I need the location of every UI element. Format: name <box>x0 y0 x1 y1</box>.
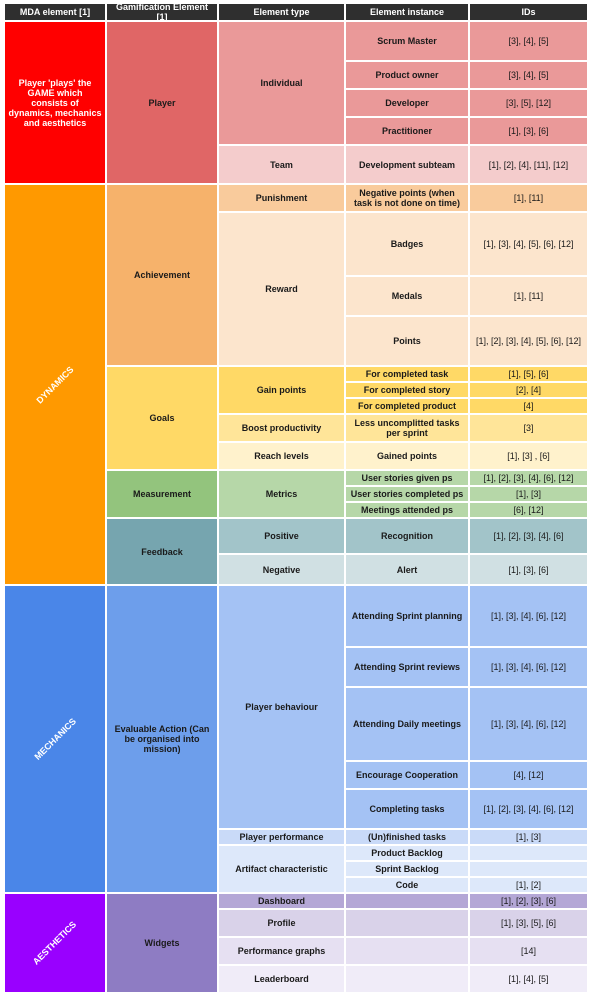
instance-product-backlog: Product Backlog <box>346 846 470 862</box>
ids-developer: [3], [5], [12] <box>470 90 589 118</box>
ids-sprint-backlog <box>470 862 589 878</box>
ge-player-cell: Player <box>107 22 219 185</box>
instance-alert: Alert <box>346 555 470 586</box>
instance-daily-meetings: Attending Daily meetings <box>346 688 470 762</box>
ge-measurement: Measurement <box>107 471 219 519</box>
type-dashboard: Dashboard <box>219 894 346 910</box>
type-punishment: Punishment <box>219 185 346 213</box>
ids-alert: [1], [3], [6] <box>470 555 589 586</box>
ids-practitioner: [1], [3], [6] <box>470 118 589 146</box>
mda-aesthetics-cell <box>5 894 107 994</box>
mda-mechanics-cell <box>5 586 107 894</box>
header-gamification-element: Gamification Element [1] <box>107 4 219 22</box>
instance-points: Points <box>346 317 470 367</box>
ge-goals: Goals <box>107 367 219 471</box>
ge-feedback: Feedback <box>107 519 219 586</box>
instance-product-owner: Product owner <box>346 62 470 90</box>
ids-encourage-cooperation: [4], [12] <box>470 762 589 790</box>
type-performance-graphs: Performance graphs <box>219 938 346 966</box>
instance-completing-tasks: Completing tasks <box>346 790 470 830</box>
instance-sprint-planning: Attending Sprint planning <box>346 586 470 648</box>
ids-less-uncompleted: [3] <box>470 415 589 443</box>
instance-scrum-master: Scrum Master <box>346 22 470 62</box>
ids-dev-subteam: [1], [2], [4], [11], [12] <box>470 146 589 185</box>
mda-mechanics-label: MECHANICS <box>32 716 78 762</box>
ids-unfinished-tasks: [1], [3] <box>470 830 589 846</box>
type-boost-productivity: Boost productivity <box>219 415 346 443</box>
instance-badges: Badges <box>346 213 470 277</box>
instance-meetings-attended: Meetings attended ps <box>346 503 470 519</box>
instance-completed-task: For completed task <box>346 367 470 383</box>
ids-stories-given: [1], [2], [3], [4], [6], [12] <box>470 471 589 487</box>
ids-completed-story: [2], [4] <box>470 383 589 399</box>
instance-practitioner: Practitioner <box>346 118 470 146</box>
type-player-performance: Player performance <box>219 830 346 846</box>
ids-meetings-attended: [6], [12] <box>470 503 589 519</box>
instance-leaderboard-empty <box>346 966 470 994</box>
instance-stories-completed: User stories completed ps <box>346 487 470 503</box>
ids-completed-product: [4] <box>470 399 589 415</box>
instance-negative-points: Negative points (when task is not done on time) <box>346 185 470 213</box>
ge-achievement: Achievement <box>107 185 219 367</box>
type-gain-points: Gain points <box>219 367 346 415</box>
instance-less-uncompleted: Less uncomplitted tasks per sprint <box>346 415 470 443</box>
ids-negative-points: [1], [11] <box>470 185 589 213</box>
instance-code: Code <box>346 878 470 894</box>
type-negative: Negative <box>219 555 346 586</box>
ids-dashboard: [1], [2], [3], [6] <box>470 894 589 910</box>
ge-widgets: Widgets <box>107 894 219 994</box>
ids-completing-tasks: [1], [2], [3], [4], [6], [12] <box>470 790 589 830</box>
ids-product-owner: [3], [4], [5] <box>470 62 589 90</box>
ids-sprint-reviews: [1], [3], [4], [6], [12] <box>470 648 589 688</box>
mda-dynamics-cell <box>5 185 107 586</box>
header-mda-element: MDA element [1] <box>5 4 107 22</box>
instance-completed-story: For completed story <box>346 383 470 399</box>
ids-profile: [1], [3], [5], [6] <box>470 910 589 938</box>
ids-medals: [1], [11] <box>470 277 589 317</box>
instance-gained-points: Gained points <box>346 443 470 471</box>
ids-points: [1], [2], [3], [4], [5], [6], [12] <box>470 317 589 367</box>
type-profile: Profile <box>219 910 346 938</box>
ids-daily-meetings: [1], [3], [4], [6], [12] <box>470 688 589 762</box>
instance-dashboard-empty <box>346 894 470 910</box>
type-team: Team <box>219 146 346 185</box>
instance-developer: Developer <box>346 90 470 118</box>
type-player-behaviour: Player behaviour <box>219 586 346 830</box>
mda-aesthetics-label: AESTHETICS <box>31 919 79 967</box>
instance-stories-given: User stories given ps <box>346 471 470 487</box>
ids-leaderboard: [1], [4], [5] <box>470 966 589 994</box>
header-element-type: Element type <box>219 4 346 22</box>
header-element-instance: Element instance <box>346 4 470 22</box>
type-reach-levels: Reach levels <box>219 443 346 471</box>
ids-stories-completed: [1], [3] <box>470 487 589 503</box>
instance-encourage-cooperation: Encourage Cooperation <box>346 762 470 790</box>
ids-product-backlog <box>470 846 589 862</box>
instance-unfinished-tasks: (Un)finished tasks <box>346 830 470 846</box>
ids-performance-graphs: [14] <box>470 938 589 966</box>
mda-player-cell: Player 'plays' the GAME which consists of dynamics, mechanics and aesthetics <box>5 22 107 185</box>
type-reward: Reward <box>219 213 346 367</box>
type-positive: Positive <box>219 519 346 555</box>
ids-completed-task: [1], [5], [6] <box>470 367 589 383</box>
instance-completed-product: For completed product <box>346 399 470 415</box>
mda-dynamics-label: DYNAMICS <box>34 363 76 406</box>
header-ids: IDs <box>470 4 589 22</box>
instance-sprint-reviews: Attending Sprint reviews <box>346 648 470 688</box>
ids-scrum-master: [3], [4], [5] <box>470 22 589 62</box>
type-artifact-characteristic: Artifact characteristic <box>219 846 346 894</box>
ids-badges: [1], [3], [4], [5], [6], [12] <box>470 213 589 277</box>
instance-sprint-backlog: Sprint Backlog <box>346 862 470 878</box>
type-metrics: Metrics <box>219 471 346 519</box>
instance-medals: Medals <box>346 277 470 317</box>
instance-recognition: Recognition <box>346 519 470 555</box>
ids-gained-points: [1], [3] , [6] <box>470 443 589 471</box>
instance-dev-subteam: Development subteam <box>346 146 470 185</box>
ids-recognition: [1], [2], [3], [4], [6] <box>470 519 589 555</box>
ids-code: [1], [2] <box>470 878 589 894</box>
type-individual: Individual <box>219 22 346 146</box>
ge-evaluable-action: Evaluable Action (Can be organised into mission) <box>107 586 219 894</box>
type-leaderboard: Leaderboard <box>219 966 346 994</box>
instance-perf-graphs-empty <box>346 938 470 966</box>
instance-profile-empty <box>346 910 470 938</box>
ids-sprint-planning: [1], [3], [4], [6], [12] <box>470 586 589 648</box>
